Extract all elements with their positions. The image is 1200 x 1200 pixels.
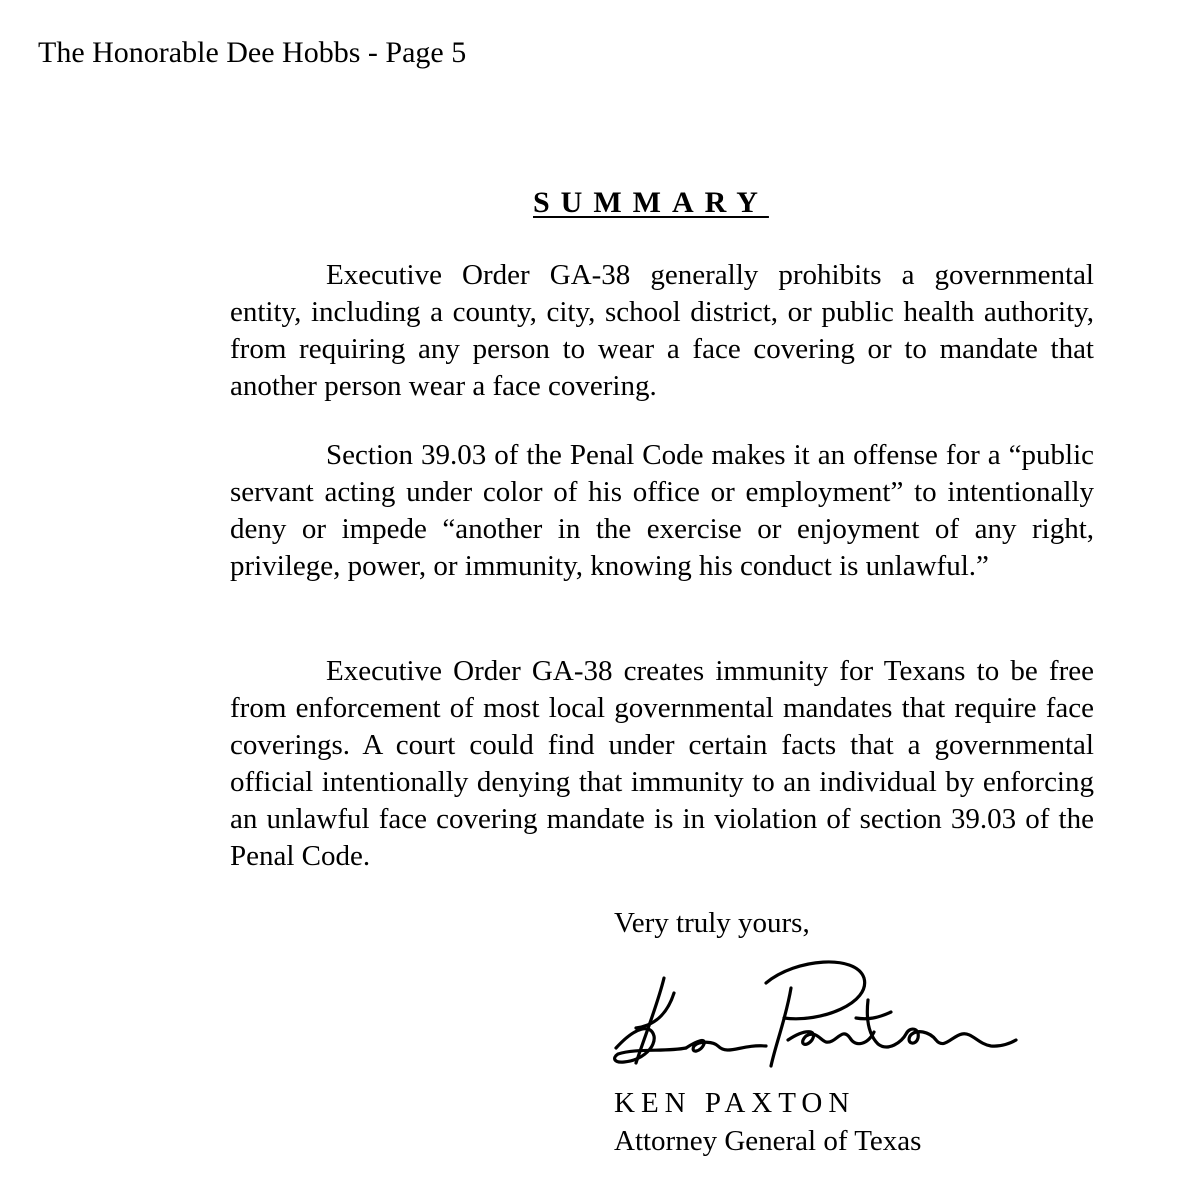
signature-stroke bbox=[788, 1032, 874, 1045]
summary-paragraph-1: Executive Order GA-38 generally prohibits a governmental entity, including a county, city, school district, or public health authority, from requiring any person to wear a face covering or to mandate that another person wear a face covering. bbox=[230, 259, 1094, 402]
summary-paragraph-3: Executive Order GA-38 creates immunity for Texans to be free from enforcement of most local governmental mandates that require face coverings. A court could find under certain facts that a governmental official intentionally denying that immunity to an individual by enforcing an unlawful face covering mandate is in violation of section 39.03 of the Penal Code. bbox=[230, 655, 1094, 872]
page-header: The Honorable Dee Hobbs - Page 5 bbox=[38, 36, 467, 69]
signature-image bbox=[606, 948, 1026, 1080]
summary-heading: SUMMARY bbox=[533, 186, 769, 219]
signer-title: Attorney General of Texas bbox=[614, 1125, 922, 1157]
signature-stroke bbox=[686, 1041, 766, 1052]
signature-stroke bbox=[856, 1012, 891, 1019]
summary-paragraph-2: Section 39.03 of the Penal Code makes it an offense for a “public servant acting under color of his office or employment” to intentionally deny or impede “another in the exercise or enjoyment of any right, privilege, power, or immunity, knowing his conduct is unlawful.” bbox=[230, 439, 1094, 582]
signer-name: KEN PAXTON bbox=[614, 1087, 856, 1119]
signature-stroke bbox=[766, 962, 865, 1019]
signature-stroke bbox=[615, 1029, 686, 1062]
signature-stroke bbox=[771, 988, 791, 1066]
signature-stroke bbox=[867, 1000, 1016, 1047]
closing-salutation: Very truly yours, bbox=[614, 907, 810, 939]
